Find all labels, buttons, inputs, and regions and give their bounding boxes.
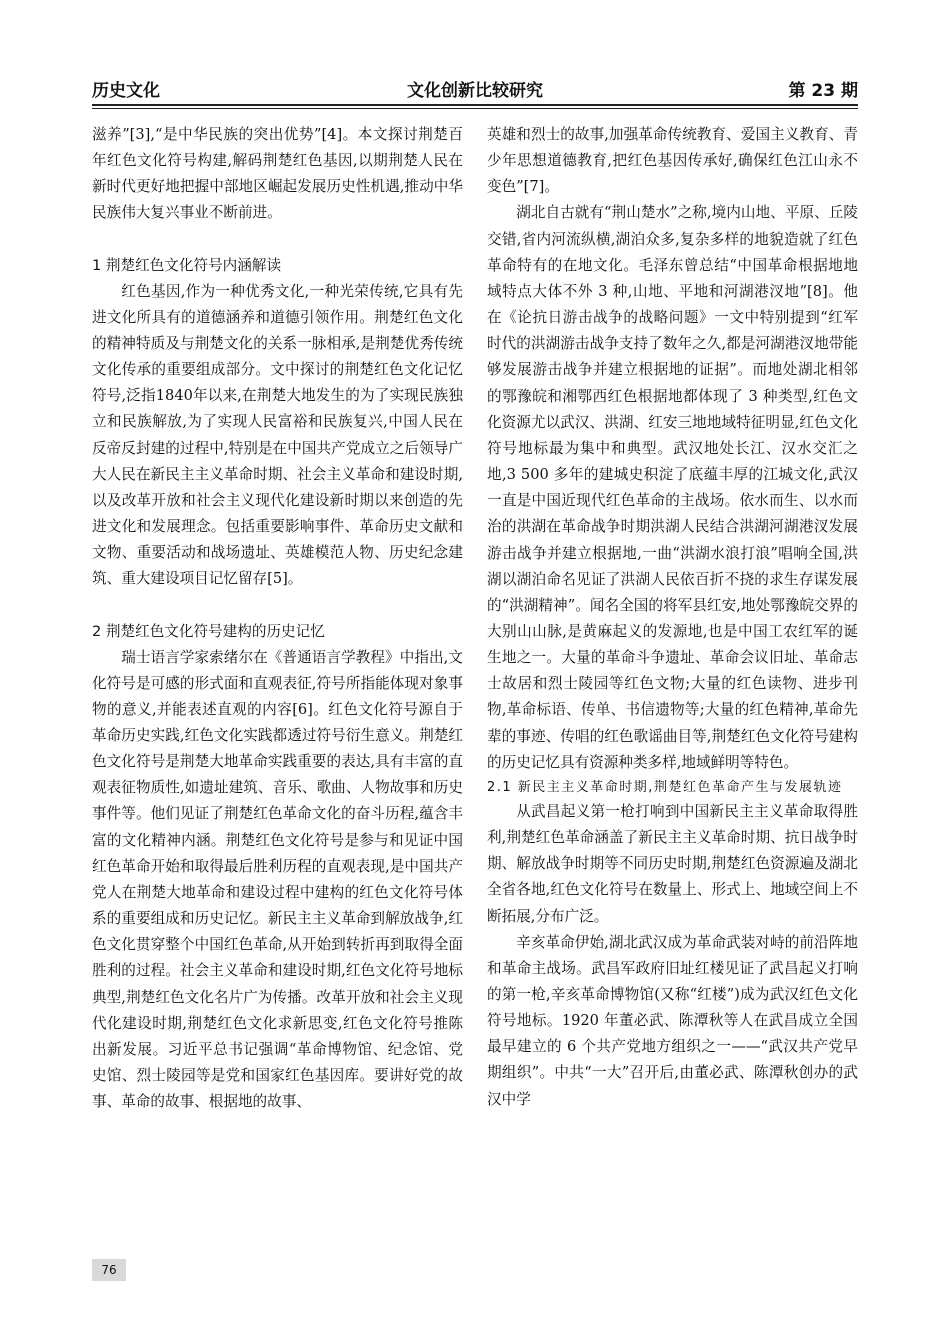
left-column [92,122,463,1115]
paragraph: 从武昌起义第一枪打响到中国新民主主义革命取得胜利,荆楚红色革命涵盖了新民主主义革命时期、抗日战争时期、解放战争时期等不同历史时期,荆楚红色资源遍及湖北全省各地,红色文化符号在数量上、形式上、地域空间上不断拓展,分布广泛。 [487,802,858,925]
section-heading-1: 1 荆楚红色文化符号内涵解读 [92,256,282,274]
paragraph: 瑞士语言学家索绪尔在《普通语言学教程》中指出,文化符号是可感的形式面和直观表征,符号所指能体现对象事物的意义,并能表述直观的内容[6]。红色文化符号源自于革命历史实践,红色文化实践都透过符号衍生意义。荆楚红色文化符号是荆楚大地革命实践重要的表达,具有丰富的直观表征物质性,如遗址建筑、音乐、歌曲、人物故事和历史事件等。他们见证了荆楚红色革命文化的奋斗历程,蕴含丰富的文化精神内涵。荆楚红色文化符号是参与和见证中国红色革命开始和取得最后胜利历程的直观表现,是中国共产党人在荆楚大地革命和建设过程中建构的红色文化符号体系的重要组成和历史记忆。新民主主义革命到解放战争,红色文化贯穿整个中国红色革命,从开始到转折再到取得全面胜利的过程。社会主义革命和建设时期,红色文化符号地标典型,荆楚红色文化名片广为传播。改革开放和社会主义现代化建设时期,荆楚红色文化求新思变,红色文化符号推陈出新发展。习近平总书记强调“革命博物馆、纪念馆、党史馆、烈士陵园等是党和国家红色基因库。要讲好党的故事、革命的故事、根据地的故事、 [92,648,463,1111]
issue-number: 第 23 期 [788,81,858,101]
running-header [92,76,858,102]
page-number: 76 [92,1259,126,1281]
paragraph: 滋养”[3],“是中华民族的突出优势”[4]。本文探讨荆楚百年红色文化符号构建,解码荆楚红色基因,以期荆楚人民在新时代更好地把握中部地区崛起发展历史性机遇,推动中华民族伟大复兴事业不断前进。 [92,126,463,222]
subsection-heading-2-1: 2.1 新民主主义革命时期,荆楚红色革命产生与发展轨迹 [487,779,843,795]
paragraph: 红色基因,作为一种优秀文化,一种光荣传统,它具有先进文化所具有的道德涵养和道德引领作用。荆楚红色文化的精神特质及与荆楚文化的关系一脉相承,是荆楚优秀传统文化传承的重要组成部分。文中探讨的荆楚红色文化记忆符号,泛指1840年以来,在荆楚大地发生的为了实现民族独立和民族解放,为了实现人民富裕和民族复兴,中国人民在反帝反封建的过程中,特别是在中国共产党成立之后领导广大人民在新民主主义革命时期、社会主义革命和建设时期,以及改革开放和社会主义现代化建设新时期以来创造的先进文化和发展理念。包括重要影响事件、革命历史文献和文物、重要活动和战场遗址、英雄模范人物、历史纪念建筑、重大建设项目记忆留存[5]。 [92,282,463,588]
paragraph: 英雄和烈士的故事,加强革命传统教育、爱国主义教育、青少年思想道德教育,把红色基因传承好,确保红色江山永不变色”[7]。 [487,126,858,196]
section-heading-2: 2 荆楚红色文化符号建构的历史记忆 [92,622,325,640]
right-column [487,122,858,1113]
header-rule [92,104,858,109]
paragraph: 湖北自古就有“荆山楚水”之称,境内山地、平原、丘陵交错,省内河流纵横,湖泊众多,复杂多样的地貌造就了红色革命特有的在地文化。毛泽东曾总结“中国革命根据地地域特点大体不外 3 种,山地、平地和河湖港汊地”[8]。他在《论抗日游击战争的战略问题》一文中特别提到“红军时代的洪湖游击战争支持了数年之久,都是河湖港汊地带能够发展游击战争并建立根据地的证据”。而地处湖北相邻的鄂豫皖和湘鄂西红色根据地都体现了 3 种类型,红色文化资源尤以武汉、洪湖、红安三地地域特征明显,红色文化符号地标最为集中和典型。武汉地处长江、汉水交汇之地,3 500 多年的建城史积淀了底蕴丰厚的江城文化,武汉一直是中国近现代红色革命的主战场。依水而生、以水而治的洪湖在革命战争时期洪湖人民结合洪湖河湖港汊发展游击战争并建立根据地,一曲“洪湖水浪打浪”唱响全国,洪湖以湖泊命名见证了洪湖人民依百折不挠的求生存谋发展的“洪湖精神”。闻名全国的将军县红安,地处鄂豫皖交界的大别山山脉,是黄麻起义的发源地,也是中国工农红军的诞生地之一。大量的革命斗争遗址、革命会议旧址、革命志士故居和烈士陵园等红色文物;大量的红色读物、进步刊物,革命标语、传单、书信遗物等;大量的红色精神,革命先辈的事迹、传唱的红色歌谣曲目等,荆楚红色文化符号建构的历史记忆具有资源种类多样,地域鲜明等特色。 [487,204,858,771]
journal-title: 文化创新比较研究 [407,81,543,101]
section-label: 历史文化 [92,81,160,101]
paragraph: 辛亥革命伊始,湖北武汉成为革命武装对峙的前沿阵地和革命主战场。武昌军政府旧址红楼见证了武昌起义打响的第一枪,辛亥革命博物馆(又称“红楼”)成为武汉红色文化符号地标。1920 年董必武、陈潭秋等人在武昌成立全国最早建立的 6 个共产党地方组织之一——“武汉共产党早期组织”。中共“一大”召开后,由董必武、陈潭秋创办的武汉中学 [487,933,858,1108]
